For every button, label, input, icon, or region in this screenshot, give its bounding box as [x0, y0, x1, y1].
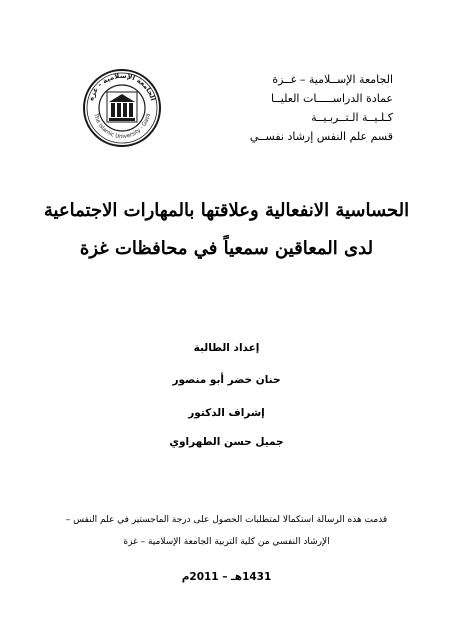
seal-ring-text: الجامعة الإسلامية - غزة	[87, 71, 157, 102]
thesis-title-line2: لدى المعاقين سمعياً في محافظات غزة	[79, 238, 374, 259]
supervisor-name: جميل حسن الطهراوي	[169, 436, 284, 448]
department-name: قسم علم النفس إرشاد نفســي	[249, 130, 393, 143]
institution-header	[250, 70, 393, 146]
submission-line2: الإرشاد النفسي من كلية التربية الجامعة الإسلامية – غزة	[123, 537, 330, 547]
deanship-name: عمادة الدراســـــات العليــا	[271, 92, 393, 105]
thesis-title	[20, 192, 433, 268]
student-name: حنان خضر أبو منصور	[172, 374, 281, 386]
faculty-name: كـلـيــة الـتــربـيــة	[311, 111, 393, 124]
submission-statement	[32, 509, 421, 553]
seal-ring-text-en: The Islamic University - Gaza	[92, 112, 152, 141]
university-seal-icon	[82, 68, 162, 148]
prepared-by-label: إعداد الطالبة	[193, 342, 260, 354]
thesis-title-line1: الحساسية الانفعالية وعلاقتها بالمهارات الاجتماعية	[43, 200, 410, 221]
supervisor-label: إشراف الدكتور	[188, 407, 265, 419]
submission-date: 1431هـ – 2011م	[181, 571, 272, 583]
submission-line1: قدمت هذه الرسالة استكمالا لمتطلبات الحصول على درجة الماجستير في علم النفس –	[65, 515, 388, 525]
university-name: الجامعة الإســلامية – غــزة	[272, 73, 393, 86]
